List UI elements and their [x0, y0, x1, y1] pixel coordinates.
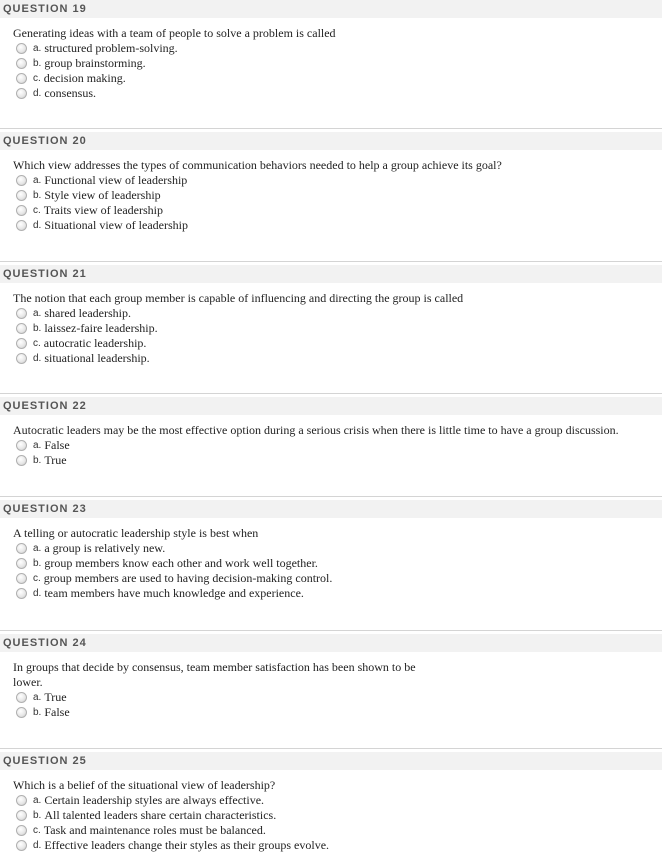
option-letter: d. [33, 588, 42, 599]
option-text: laissez-faire leadership. [44, 321, 158, 335]
option-letter: a. [33, 795, 42, 806]
option-c[interactable] [13, 203, 661, 218]
option-text: Certain leadership styles are always effective. [44, 793, 265, 807]
question-header: QUESTION 21 [0, 265, 662, 283]
radio-button[interactable] [16, 840, 27, 851]
radio-button[interactable] [16, 588, 27, 599]
question-text: Autocratic leaders may be the most effective option during a serious crisis when there is little time to have a group discussion. [13, 423, 619, 437]
option-letter: a. [33, 175, 42, 186]
answer-options [13, 541, 661, 601]
option-letter: d. [33, 220, 42, 231]
option-text: Traits view of leadership [43, 203, 163, 217]
option-letter: a. [33, 692, 42, 703]
radio-button[interactable] [16, 308, 27, 319]
option-text: autocratic leadership. [43, 336, 147, 350]
option-letter: a. [33, 43, 42, 54]
option-text: Functional view of leadership [44, 173, 188, 187]
radio-button[interactable] [16, 43, 27, 54]
option-d[interactable] [13, 351, 661, 366]
option-letter: b. [33, 58, 42, 69]
question-text: In groups that decide by consensus, team member satisfaction has been shown to be lower. [13, 660, 416, 689]
option-a[interactable] [13, 541, 661, 556]
question-header: QUESTION 22 [0, 397, 662, 415]
option-letter: b. [33, 190, 42, 201]
answer-options [13, 690, 438, 720]
option-letter: d. [33, 88, 42, 99]
question-header: QUESTION 20 [0, 132, 662, 150]
option-letter: b. [33, 810, 42, 821]
radio-button[interactable] [16, 58, 27, 69]
radio-button[interactable] [16, 353, 27, 364]
option-letter: b. [33, 558, 42, 569]
radio-button[interactable] [16, 543, 27, 554]
option-b[interactable] [13, 705, 438, 720]
option-letter: d. [33, 840, 42, 851]
option-d[interactable] [13, 838, 661, 853]
option-b[interactable] [13, 556, 661, 571]
radio-button[interactable] [16, 455, 27, 466]
radio-button[interactable] [16, 338, 27, 349]
option-d[interactable] [13, 218, 661, 233]
option-letter: a. [33, 543, 42, 554]
option-letter: a. [33, 308, 42, 319]
divider [0, 496, 662, 497]
divider [0, 393, 662, 394]
option-text: a group is relatively new. [44, 541, 166, 555]
option-text: shared leadership. [44, 306, 131, 320]
option-text: All talented leaders share certain characteristics. [44, 808, 277, 822]
question-text: The notion that each group member is capable of influencing and directing the group is called [13, 291, 464, 305]
option-text: consensus. [44, 86, 97, 100]
radio-button[interactable] [16, 558, 27, 569]
radio-button[interactable] [16, 440, 27, 451]
option-b[interactable] [13, 808, 661, 823]
radio-button[interactable] [16, 205, 27, 216]
question-text: Generating ideas with a team of people to solve a problem is called [13, 26, 336, 40]
option-letter: c. [33, 825, 41, 836]
option-text: group members know each other and work well together. [44, 556, 318, 570]
question-header: QUESTION 19 [0, 0, 662, 18]
answer-options [13, 438, 661, 468]
option-text: True [44, 453, 67, 467]
option-b[interactable] [13, 188, 661, 203]
option-b[interactable] [13, 321, 661, 336]
radio-button[interactable] [16, 810, 27, 821]
option-text: decision making. [43, 71, 126, 85]
option-text: Task and maintenance roles must be balanced. [43, 823, 266, 837]
option-a[interactable] [13, 173, 661, 188]
radio-button[interactable] [16, 190, 27, 201]
radio-button[interactable] [16, 573, 27, 584]
radio-button[interactable] [16, 88, 27, 99]
radio-button[interactable] [16, 692, 27, 703]
option-letter: d. [33, 353, 42, 364]
question-text: A telling or autocratic leadership style is best when [13, 526, 259, 540]
option-letter: b. [33, 707, 42, 718]
divider [0, 261, 662, 262]
option-letter: b. [33, 323, 42, 334]
option-text: situational leadership. [44, 351, 150, 365]
option-c[interactable] [13, 336, 661, 351]
option-text: team members have much knowledge and experience. [44, 586, 304, 600]
question-header: QUESTION 23 [0, 500, 662, 518]
option-text: Situational view of leadership [44, 218, 188, 232]
option-c[interactable] [13, 71, 661, 86]
answer-options [13, 41, 661, 101]
option-letter: a. [33, 440, 42, 451]
option-text: Style view of leadership [44, 188, 161, 202]
divider [0, 630, 662, 631]
option-a[interactable] [13, 306, 661, 321]
answer-options [13, 173, 661, 233]
option-b[interactable] [13, 453, 661, 468]
option-text: group members are used to having decision-making control. [43, 571, 333, 585]
option-text: structured problem-solving. [44, 41, 178, 55]
radio-button[interactable] [16, 707, 27, 718]
option-letter: c. [33, 338, 41, 349]
answer-options [13, 793, 661, 853]
question-text: Which view addresses the types of communication behaviors needed to help a group achieve its goal? [13, 158, 502, 172]
option-c[interactable] [13, 823, 661, 838]
radio-button[interactable] [16, 220, 27, 231]
radio-button[interactable] [16, 175, 27, 186]
option-text: Effective leaders change their styles as their groups evolve. [44, 838, 330, 852]
radio-button[interactable] [16, 323, 27, 334]
option-a[interactable] [13, 438, 661, 453]
option-letter: c. [33, 573, 41, 584]
divider [0, 128, 662, 129]
option-c[interactable] [13, 571, 661, 586]
option-d[interactable] [13, 586, 661, 601]
option-letter: c. [33, 73, 41, 84]
question-header: QUESTION 24 [0, 634, 662, 652]
option-a[interactable] [13, 690, 438, 705]
radio-button[interactable] [16, 73, 27, 84]
option-a[interactable] [13, 41, 661, 56]
option-text: group brainstorming. [44, 56, 146, 70]
question-header: QUESTION 25 [0, 752, 662, 770]
answer-options [13, 306, 661, 366]
option-a[interactable] [13, 793, 661, 808]
option-letter: b. [33, 455, 42, 466]
radio-button[interactable] [16, 795, 27, 806]
option-text: True [44, 690, 67, 704]
option-d[interactable] [13, 86, 661, 101]
option-text: False [44, 705, 70, 719]
question-text: Which is a belief of the situational view of leadership? [13, 778, 276, 792]
option-b[interactable] [13, 56, 661, 71]
divider [0, 748, 662, 749]
option-text: False [44, 438, 70, 452]
radio-button[interactable] [16, 825, 27, 836]
option-letter: c. [33, 205, 41, 216]
